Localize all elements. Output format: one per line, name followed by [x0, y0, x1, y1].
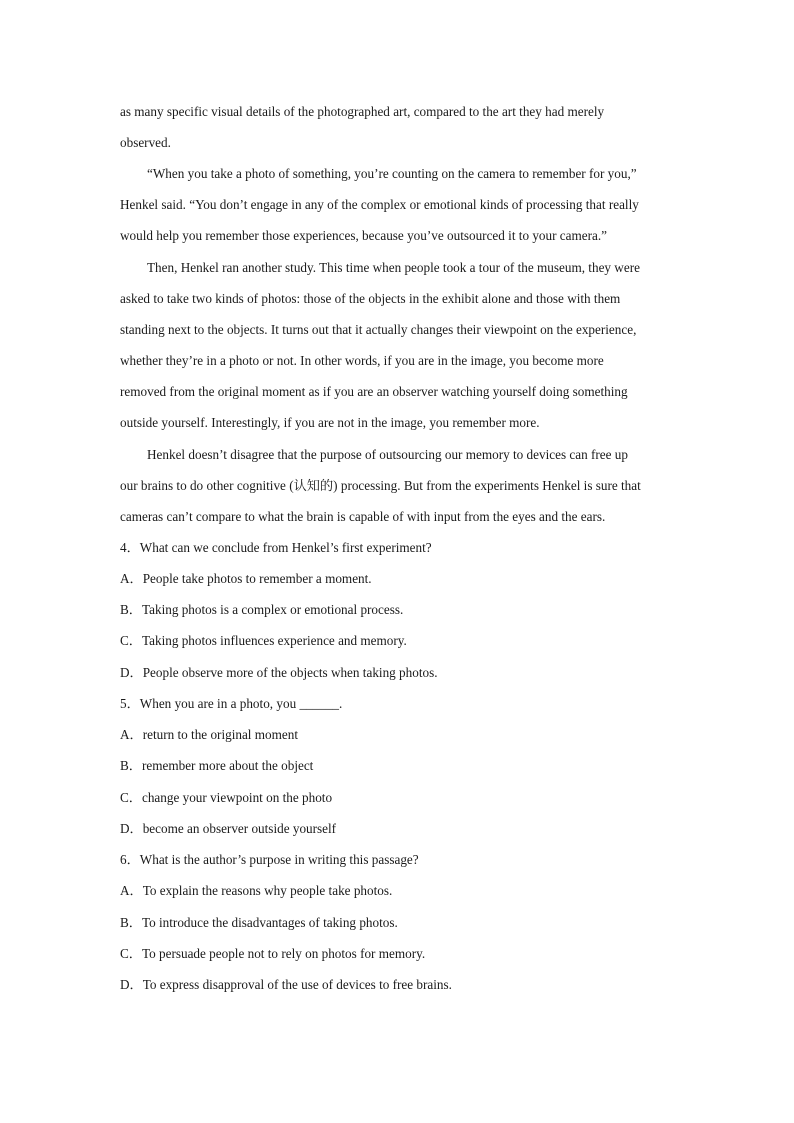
- question-stem: 6．What is the author’s purpose in writing this passage?: [120, 852, 419, 867]
- passage-line: “When you take a photo of something, you’re counting on the camera to remember for you,”: [147, 166, 637, 181]
- question-stem: 4．What can we conclude from Henkel’s first experiment?: [120, 540, 432, 555]
- answer-option-c: C．change your viewpoint on the photo: [120, 790, 333, 805]
- passage-line: Henkel said. “You don’t engage in any of the complex or emotional kinds of processing that really: [120, 197, 639, 212]
- passage-line: asked to take two kinds of photos: those of the objects in the exhibit alone and those with them: [120, 291, 621, 306]
- passage-line: removed from the original moment as if you are an observer watching yourself doing something: [120, 384, 628, 399]
- answer-option-b: B．remember more about the object: [120, 758, 314, 773]
- answer-option-d: D．become an observer outside yourself: [120, 821, 337, 836]
- answer-option-a: A．People take photos to remember a moment.: [120, 571, 372, 586]
- passage-line: as many specific visual details of the photographed art, compared to the art they had merely: [120, 104, 605, 119]
- answer-option-c: C．To persuade people not to rely on photos for memory.: [120, 946, 426, 961]
- passage-line: Henkel doesn’t disagree that the purpose of outsourcing our memory to devices can free up: [147, 447, 628, 462]
- passage-line: cameras can’t compare to what the brain is capable of with input from the eyes and the ears.: [120, 509, 606, 524]
- answer-option-a: A．return to the original moment: [120, 727, 298, 742]
- passage-line: would help you remember those experiences, because you’ve outsourced it to your camera.”: [120, 228, 608, 243]
- passage-line: standing next to the objects. It turns out that it actually changes their viewpoint on the experience,: [120, 322, 637, 337]
- answer-option-b: B．Taking photos is a complex or emotional process.: [120, 602, 404, 617]
- answer-option-b: B．To introduce the disadvantages of taking photos.: [120, 915, 398, 930]
- passage-line: observed.: [120, 135, 171, 150]
- passage-line: outside yourself. Interestingly, if you are not in the image, you remember more.: [120, 415, 540, 430]
- answer-option-d: D．To express disapproval of the use of devices to free brains.: [120, 977, 452, 992]
- question-stem: 5．When you are in a photo, you ______.: [120, 696, 343, 711]
- answer-option-a: A．To explain the reasons why people take photos.: [120, 883, 393, 898]
- passage-line: whether they’re in a photo or not. In other words, if you are in the image, you become more: [120, 353, 604, 368]
- answer-option-d: D．People observe more of the objects when taking photos.: [120, 665, 438, 680]
- passage-line: our brains to do other cognitive (认知的) processing. But from the experiments Henkel is sure that: [120, 478, 641, 493]
- passage-line: Then, Henkel ran another study. This time when people took a tour of the museum, they were: [147, 260, 640, 275]
- answer-option-c: C．Taking photos influences experience and memory.: [120, 633, 407, 648]
